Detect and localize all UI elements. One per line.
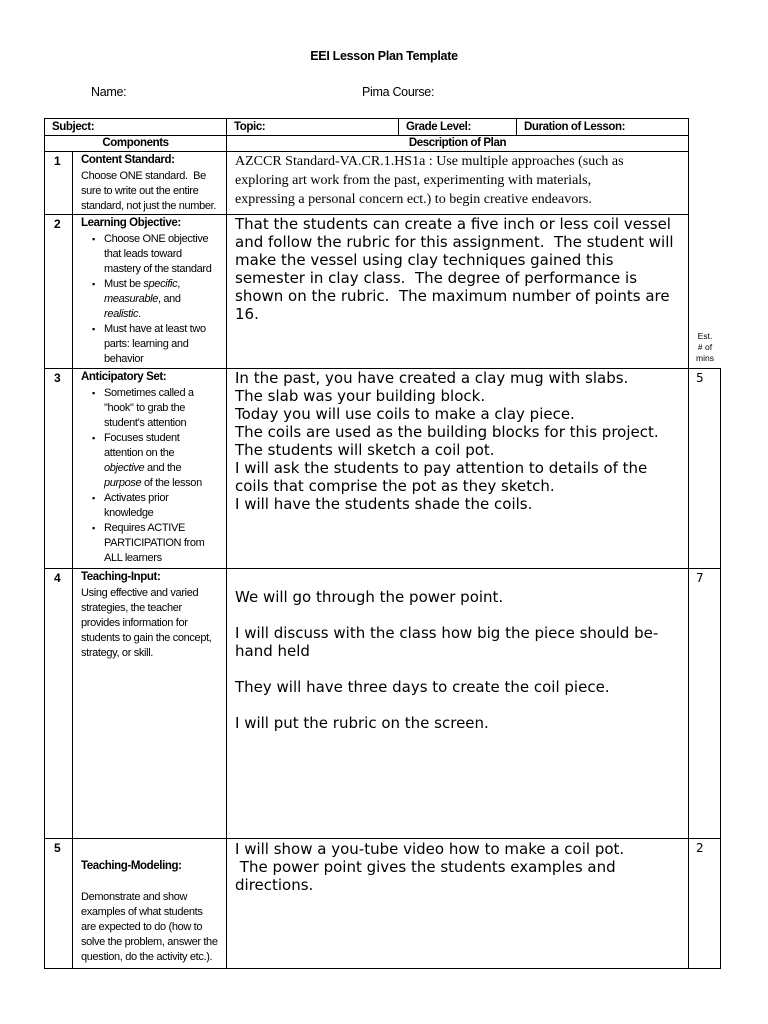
- plan-paragraph: They will have three days to create the coil piece.: [235, 678, 610, 696]
- plan-line: I will have the students shade the coils.: [235, 495, 533, 513]
- minutes-value: 7: [696, 571, 704, 585]
- bullet-emphasis: objective: [104, 462, 145, 474]
- plan-line: AZCCR Standard-VA.CR.1.HS1a : Use multiple approaches (such as: [235, 154, 624, 169]
- header-grade-level-label: Grade Level:: [406, 121, 471, 133]
- header-topic-label: Topic:: [234, 121, 266, 133]
- component-note: Choose ONE standard. Be sure to write out the entire standard, not just the number.: [81, 170, 217, 212]
- plan-cell-content-standard: [226, 151, 689, 215]
- bullet-list: [81, 232, 218, 367]
- row-number: 1: [54, 154, 61, 168]
- plan-line: The power point gives the students examples and directions.: [235, 858, 621, 894]
- est-label-line: mins: [696, 353, 714, 363]
- minutes-value: 5: [696, 371, 704, 385]
- plan-line: The slab was your building block.: [235, 387, 486, 405]
- bullet-list: [81, 386, 218, 566]
- bullet-item: [104, 431, 213, 491]
- component-heading: Content Standard:: [81, 154, 175, 166]
- plan-paragraph: That the students can create a five inch or less coil vessel and follow the rubric for this assignment. The student will make the vessel using clay techniques gained this semester in clay class. The degree of performance is shown on the rubric. The maximum number of points are 16.: [235, 215, 679, 323]
- header-duration-cell: [516, 118, 689, 136]
- bullet-text: Focuses student attention on the: [104, 432, 180, 459]
- plan-line: I will show a you-tube video how to make a coil pot.: [235, 840, 625, 858]
- bullet-text: ,: [177, 278, 180, 290]
- plan-line: I will ask the students to pay attention to details of the coils that comprise the pot as they sketch.: [235, 459, 653, 495]
- bullet-text: , and: [157, 293, 181, 305]
- bullet-emphasis: specific: [143, 278, 178, 290]
- plan-paragraph: We will go through the power point.: [235, 588, 504, 606]
- plan-paragraph: I will discuss with the class how big the piece should be-hand held: [235, 624, 659, 660]
- bullet-item: [104, 322, 213, 367]
- row-number-cell: [44, 151, 73, 215]
- bullet-text: Sometimes called a "hook" to grab the student's attention: [104, 387, 194, 429]
- est-label-line: # of: [697, 342, 713, 352]
- plan-line: The coils are used as the building blocks for this project.: [235, 423, 659, 441]
- plan-line: exploring art work from the past, experimenting with materials,: [235, 173, 592, 188]
- component-cell-teaching-input: [72, 568, 227, 839]
- bullet-item: [104, 232, 213, 277]
- bullet-item: [104, 491, 213, 521]
- row-number: 5: [54, 841, 61, 855]
- row-number-cell: [44, 838, 73, 969]
- component-heading: Anticipatory Set:: [81, 371, 167, 383]
- subheader-components-label: Components: [102, 137, 169, 149]
- component-note: Demonstrate and show examples of what students are expected to do (how to solve the problem, answer the question, do the activity etc.).: [81, 891, 221, 963]
- row-number: 2: [54, 217, 61, 231]
- subheader-components-cell: [44, 135, 227, 152]
- bullet-text: Choose ONE objective that leads toward mastery of the standard: [104, 233, 212, 275]
- minutes-value: 2: [696, 841, 704, 855]
- bullet-emphasis: purpose: [104, 477, 142, 489]
- component-cell-anticipatory-set: [72, 368, 227, 569]
- bullet-text: Must be: [104, 278, 144, 290]
- subheader-description-label: Description of Plan: [408, 137, 507, 149]
- plan-cell-learning-objective: [226, 214, 689, 369]
- plan-line: Today you will use coils to make a clay piece.: [235, 405, 575, 423]
- component-cell-learning-objective: [72, 214, 227, 369]
- subheader-description-cell: [226, 135, 689, 152]
- component-cell-content-standard: [72, 151, 227, 215]
- bullet-text: Requires ACTIVE PARTICIPATION from ALL learners: [104, 522, 205, 564]
- plan-line: The students will sketch a coil pot.: [235, 441, 495, 459]
- bullet-item: [104, 521, 213, 566]
- plan-cell-anticipatory-set: [226, 368, 689, 569]
- bullet-text: Activates prior knowledge: [104, 492, 169, 519]
- component-heading: Learning Objective:: [81, 217, 181, 229]
- component-heading: Teaching-Modeling:: [81, 860, 182, 872]
- header-duration-label: Duration of Lesson:: [524, 121, 626, 133]
- header-topic-cell: [226, 118, 399, 136]
- plan-line: In the past, you have created a clay mug with slabs.: [235, 369, 629, 387]
- header-subject-label: Subject:: [52, 121, 95, 133]
- header-grade-level-cell: [398, 118, 517, 136]
- pima-course-label: Pima Course:: [362, 85, 435, 99]
- bullet-emphasis: measurable: [104, 293, 158, 305]
- plan-cell-teaching-modeling: [226, 838, 689, 969]
- minutes-cell: [688, 368, 721, 569]
- bullet-text: of the lesson: [141, 477, 202, 489]
- component-note: Using effective and varied strategies, the teacher provides information for students to gain the concept, strategy, or skill.: [81, 587, 215, 659]
- component-cell-teaching-modeling: [72, 838, 227, 969]
- document-title: EEI Lesson Plan Template: [310, 49, 458, 63]
- bullet-text: and the: [144, 462, 182, 474]
- minutes-cell: [688, 838, 721, 969]
- row-number-cell: [44, 214, 73, 369]
- component-heading: Teaching-Input:: [81, 571, 161, 583]
- name-label: Name:: [91, 85, 127, 99]
- row-number-cell: [44, 568, 73, 839]
- plan-line: expressing a personal concern ect.) to begin creative endeavors.: [235, 192, 592, 207]
- bullet-emphasis: realistic: [104, 308, 139, 320]
- bullet-item: [104, 386, 213, 431]
- bullet-text: .: [138, 308, 141, 320]
- header-subject-cell: [44, 118, 227, 136]
- minutes-cell: [688, 568, 721, 839]
- estimated-minutes-label: [688, 331, 722, 364]
- bullet-text: Must have at least two parts: learning and behavior: [104, 323, 206, 365]
- est-label-line: Est.: [697, 331, 713, 341]
- plan-cell-teaching-input: [226, 568, 689, 839]
- plan-paragraph: I will put the rubric on the screen.: [235, 714, 489, 732]
- row-number-cell: [44, 368, 73, 569]
- row-number: 3: [54, 371, 61, 385]
- bullet-item: [104, 277, 213, 322]
- row-number: 4: [54, 571, 61, 585]
